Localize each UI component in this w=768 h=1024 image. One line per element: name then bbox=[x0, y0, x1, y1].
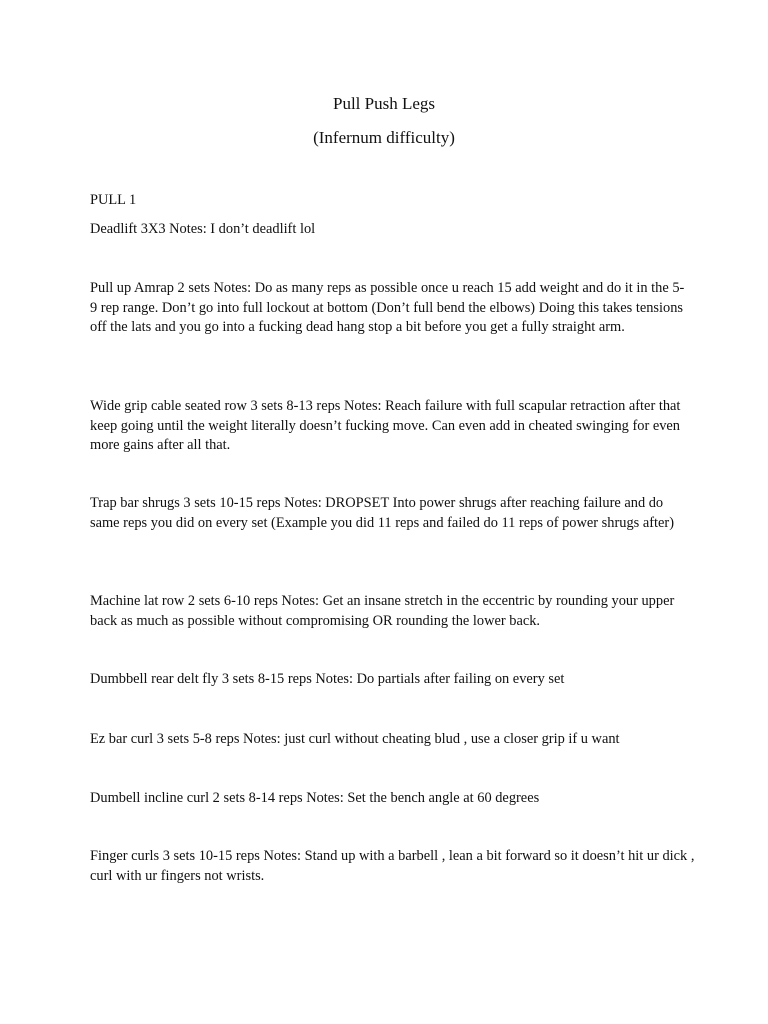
exercise-paragraph: Dumbell incline curl 2 sets 8-14 reps Notes: Set the bench angle at 60 degrees bbox=[90, 790, 540, 806]
exercise-paragraph: Finger curls 3 sets 10-15 reps Notes: Stand up with a barbell , lean a bit forward so it doesn’t hit ur dick , curl with ur fingers not wrists. bbox=[90, 848, 695, 884]
exercise-paragraph: Dumbbell rear delt fly 3 sets 8-15 reps Notes: Do partials after failing on every set bbox=[90, 671, 565, 687]
exercise-paragraph: Machine lat row 2 sets 6-10 reps Notes: Get an insane stretch in the eccentric by rounding your upper back as much as possible without compromising OR rounding the lower back. bbox=[90, 593, 675, 629]
section-heading: PULL 1 bbox=[90, 192, 137, 208]
document-title: Pull Push Legs bbox=[332, 94, 436, 113]
exercise-paragraph: Wide grip cable seated row 3 sets 8-13 reps Notes: Reach failure with full scapular retraction after that keep going until the weight literally doesn’t fucking move. Can even add in cheated swinging for even more gains after all that. bbox=[90, 398, 681, 453]
exercise-paragraph: Deadlift 3X3 Notes: I don’t deadlift lol bbox=[90, 221, 316, 237]
exercise-paragraph: Pull up Amrap 2 sets Notes: Do as many reps as possible once u reach 15 add weight and do it in the 5-9 rep range. Don’t go into full lockout at bottom (Don’t full bend the elbows) Doing this takes tensions off the lats and you go into a fucking dead hang stop a bit before you get a fully straight arm. bbox=[90, 280, 685, 335]
exercise-paragraph: Ez bar curl 3 sets 5-8 reps Notes: just curl without cheating blud , use a closer grip if u want bbox=[90, 731, 620, 747]
exercise-paragraph: Trap bar shrugs 3 sets 10-15 reps Notes: DROPSET Into power shrugs after reaching failure and do same reps you did on every set (Example you did 11 reps and failed do 11 reps of power shrugs after) bbox=[90, 495, 674, 531]
document-subtitle: (Infernum difficulty) bbox=[313, 128, 455, 147]
